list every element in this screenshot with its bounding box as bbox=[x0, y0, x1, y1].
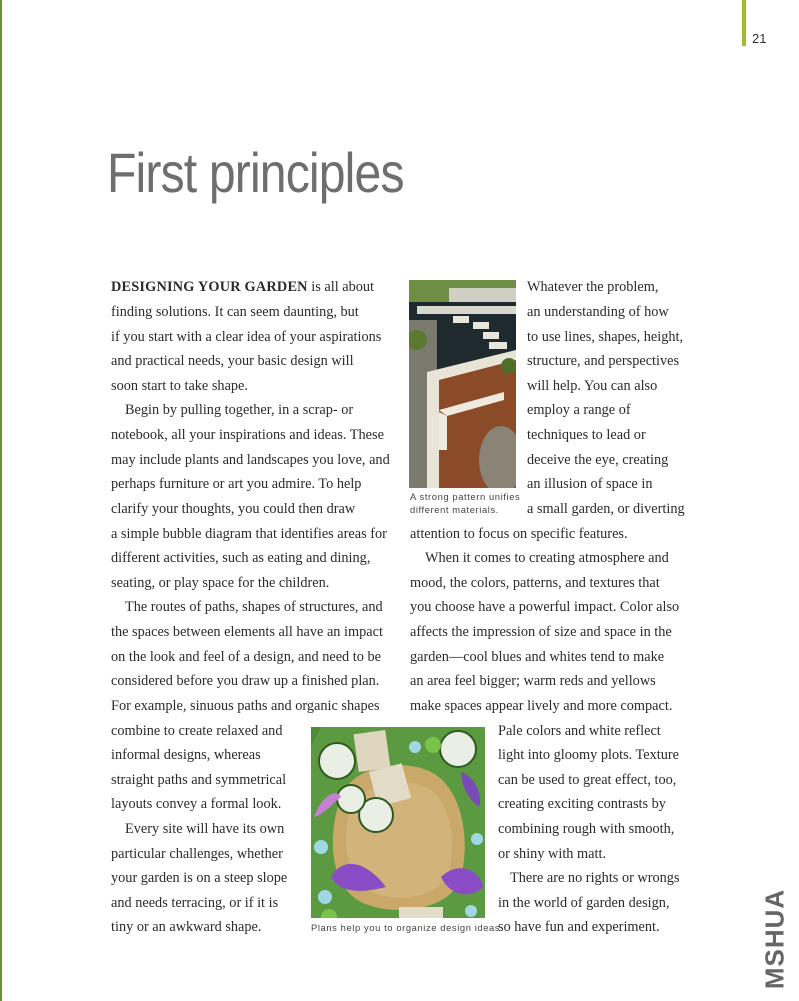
text-line: and practical needs, your basic design will bbox=[111, 353, 354, 369]
photo-caption: A strong pattern unifies bbox=[410, 491, 521, 502]
text-line: tiny or an awkward shape. bbox=[111, 919, 262, 935]
page-title: First principles bbox=[107, 141, 404, 204]
page-edge bbox=[0, 0, 2, 1001]
text-line: a small garden, or diverting bbox=[527, 501, 685, 517]
text-line: affects the impression of size and space in the bbox=[410, 624, 672, 640]
text-line: finding solutions. It can seem daunting, but bbox=[111, 304, 359, 320]
text-line: an area feel bigger; warm reds and yellows bbox=[410, 673, 656, 689]
text-line: For example, sinuous paths and organic shapes bbox=[111, 698, 380, 714]
text-line: creating exciting contrasts by bbox=[498, 796, 666, 812]
text-line: Whatever the problem, bbox=[527, 279, 659, 295]
text-line: your garden is on a steep slope bbox=[111, 870, 288, 886]
text-line: is all about bbox=[307, 279, 375, 295]
text-line: employ a range of bbox=[527, 402, 631, 418]
text-line: considered before you draw up a finished plan. bbox=[111, 673, 380, 689]
garden-photo bbox=[409, 280, 516, 488]
lead-in: DESIGNING YOUR GARDEN bbox=[111, 279, 308, 295]
text-line: straight paths and symmetrical bbox=[111, 772, 287, 788]
text-line: The routes of paths, shapes of structures, and bbox=[125, 599, 383, 615]
photo-caption: different materials. bbox=[410, 504, 499, 515]
section-tab-label: MSHUA bbox=[759, 888, 790, 990]
text-line: mood, the colors, patterns, and textures that bbox=[410, 575, 660, 591]
text-line: an illusion of space in bbox=[527, 476, 653, 492]
text-line bbox=[111, 278, 374, 296]
text-line: to use lines, shapes, height, bbox=[527, 329, 684, 345]
text-line: There are no rights or wrongs bbox=[510, 870, 680, 886]
text-line: or shiny with matt. bbox=[498, 846, 607, 862]
text-line: make spaces appear lively and more compact. bbox=[410, 698, 673, 714]
text-line: if you start with a clear idea of your aspirations bbox=[111, 329, 382, 345]
text-line: soon start to take shape. bbox=[111, 378, 248, 394]
section-tab bbox=[757, 885, 793, 993]
text-line: so have fun and experiment. bbox=[498, 919, 660, 935]
text-line: perhaps furniture or art you admire. To help bbox=[111, 476, 362, 492]
text-line: an understanding of how bbox=[527, 304, 669, 320]
text-line: attention to focus on specific features. bbox=[410, 526, 628, 542]
text-line: you choose have a powerful impact. Color also bbox=[410, 599, 680, 615]
text-line: combining rough with smooth, bbox=[498, 821, 675, 837]
text-line: Begin by pulling together, in a scrap- or bbox=[125, 402, 354, 418]
text-line: can be used to great effect, too, bbox=[498, 772, 677, 788]
text-line: will help. You can also bbox=[527, 378, 658, 394]
text-line: on the look and feel of a design, and need to be bbox=[111, 649, 381, 665]
text-line: in the world of garden design, bbox=[498, 895, 670, 911]
text-line: layouts convey a formal look. bbox=[111, 796, 282, 812]
text-line: seating, or play space for the children. bbox=[111, 575, 330, 591]
page-number: 21 bbox=[752, 31, 767, 46]
text-line: clarify your thoughts, you could then draw bbox=[111, 501, 356, 517]
text-line: notebook, all your inspirations and ideas. These bbox=[111, 427, 384, 443]
text-line: the spaces between elements all have an impact bbox=[111, 624, 383, 640]
text-line: particular challenges, whether bbox=[111, 846, 283, 862]
text-line: combine to create relaxed and bbox=[111, 723, 283, 739]
text-line: informal designs, whereas bbox=[111, 747, 261, 763]
text-line: Pale colors and white reflect bbox=[498, 723, 661, 739]
text-line: structure, and perspectives bbox=[527, 353, 680, 369]
garden-photo-image bbox=[409, 280, 516, 488]
text-line: garden—cool blues and whites tend to make bbox=[410, 649, 665, 665]
text-line: light into gloomy plots. Texture bbox=[498, 747, 680, 763]
plan-caption: Plans help you to organize design ideas. bbox=[311, 922, 504, 933]
text-line: different activities, such as eating and dining, bbox=[111, 550, 371, 566]
garden-plan-image bbox=[311, 727, 485, 918]
text-line: a simple bubble diagram that identifies areas for bbox=[111, 526, 387, 542]
text-line: Every site will have its own bbox=[125, 821, 285, 837]
folio-accent-bar bbox=[742, 0, 746, 46]
text-line: When it comes to creating atmosphere and bbox=[425, 550, 669, 566]
garden-plan-illustration bbox=[311, 727, 485, 918]
text-line: techniques to lead or bbox=[527, 427, 646, 443]
text-line: and needs terracing, or if it is bbox=[111, 895, 279, 911]
text-line: deceive the eye, creating bbox=[527, 452, 669, 468]
text-line: may include plants and landscapes you love, and bbox=[111, 452, 390, 468]
